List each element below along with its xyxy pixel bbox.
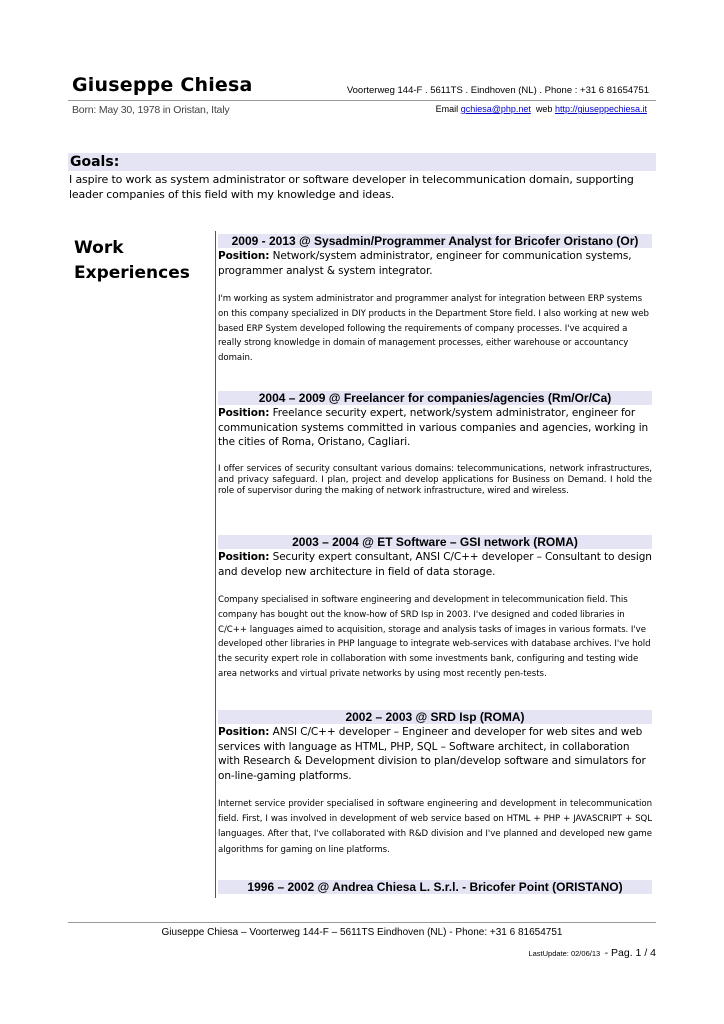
job-description: Internet service provider specialised in software engineering and development in telecommunication field. First, I was involved in development of web service based on HTML + PHP + JAVASCRIPT + SQL languages. After that, I've collaborated with R&D division and I've planned and developed new game algorithms for gaming on line platforms. — [218, 799, 652, 855]
job-position-text: Network/system administrator, engineer for communication systems, programmer analyst & system integrator. — [218, 250, 632, 277]
job-heading: 2009 - 2013 @ Sysadmin/Programmer Analyst for Bricofer Oristano (Or) — [218, 234, 652, 248]
job-position — [218, 249, 652, 278]
position-label: Position: — [218, 551, 270, 563]
footer-page-info — [528, 943, 656, 961]
job-heading: 1996 – 2002 @ Andrea Chiesa L. S.r.l. - Bricofer Point (ORISTANO) — [218, 880, 652, 894]
job-entry — [218, 710, 652, 858]
position-label: Position: — [218, 407, 270, 419]
email-link[interactable]: gchiesa@php.net — [460, 104, 531, 114]
job-position-text: ANSI C/C++ developer – Engineer and developer for web sites and web services with language as HTML, PHP, SQL – Software architect, in collaboration with Research & Development division to plan/develop software and simulators for on-line-gaming platforms. — [218, 726, 646, 782]
web-label: web — [535, 104, 553, 114]
job-description: Company specialised in software engineering and development in telecommunication field. This company has bought out the know-how of SRD Isp in 2003. I've designed and coded libraries in C/C++ languages aimed to acquisition, storage and analysis tasks of images in various formats. I've developed other libraries in PHP language to integrate web-services with database archives. I've hold the security expert role in collaboration with some investments bank, configuring and testing wide area networks and virtual private networks by using most recently pen-tests. — [218, 595, 651, 679]
job-description: I'm working as system administrator and programmer analyst for integration between ERP systems on this company specialized in DIY products in the Department Store field. I also working at new web based ERP System developed following the requirements of company processes. I've acquired a really strong knowledge in domain of management processes, either warehouse or accountancy domain. — [218, 294, 649, 364]
job-entry — [218, 535, 652, 682]
work-title-line1: Work — [74, 238, 124, 258]
work-experiences-title — [74, 236, 190, 286]
job-position — [218, 725, 652, 783]
email-label: Email — [435, 104, 459, 114]
birth-info: Born: May 30, 1978 in Oristan, Italy — [72, 104, 230, 116]
job-entry — [218, 391, 652, 498]
goals-title: Goals: — [70, 154, 120, 170]
job-description: I offer services of security consultant various domains: telecommunications, network infrastructures, and privacy safeguard. I plan, project and develop applications for Business on Demand. I hold the role of supervisor during the making of network infrastructure, wired and wireless. — [218, 463, 652, 497]
address-phone-line: Voorterweg 144-F . 5611TS . Eindhoven (NL) . Phone : +31 6 81654751 — [346, 85, 649, 96]
footer-contact: Giuseppe Chiesa – Voorterweg 144-F – 5611TS Eindhoven (NL) - Phone: +31 6 81654751 — [161, 927, 563, 938]
header-divider — [68, 100, 656, 101]
candidate-name: Giuseppe Chiesa — [72, 74, 253, 96]
job-entry — [218, 880, 652, 894]
job-position-text: Security expert consultant, ANSI C/C++ developer – Consultant to design and develop new architecture in field of data storage. — [218, 551, 652, 578]
job-entry — [218, 234, 652, 366]
page-number: - Pag. 1 / 4 — [604, 947, 656, 959]
goals-band — [68, 153, 656, 171]
website-link[interactable]: http://giuseppechiesa.it — [554, 104, 647, 114]
work-title-line2: Experiences — [74, 263, 190, 283]
job-heading: 2002 – 2003 @ SRD Isp (ROMA) — [218, 710, 652, 724]
footer-divider — [68, 922, 656, 923]
last-update: LastUpdate: 02/06/13 — [528, 949, 601, 958]
section-vertical-rule — [215, 231, 216, 898]
job-heading: 2004 – 2009 @ Freelancer for companies/agencies (Rm/Or/Ca) — [218, 391, 652, 405]
job-position — [218, 406, 652, 450]
job-position — [218, 550, 652, 579]
job-position-text: Freelance security expert, network/system administrator, engineer for communication systems committed in various companies and agencies, working in the cities of Roma, Oristano, Cagliari. — [218, 407, 649, 448]
email-web-line — [436, 104, 647, 114]
goals-text: I aspire to work as system administrator or software developer in telecommunication domain, supporting leader companies of this field with my knowledge and ideas. — [69, 173, 634, 201]
position-label: Position: — [218, 250, 270, 262]
position-label: Position: — [218, 726, 270, 738]
job-heading: 2003 – 2004 @ ET Software – GSI network (ROMA) — [218, 535, 652, 549]
